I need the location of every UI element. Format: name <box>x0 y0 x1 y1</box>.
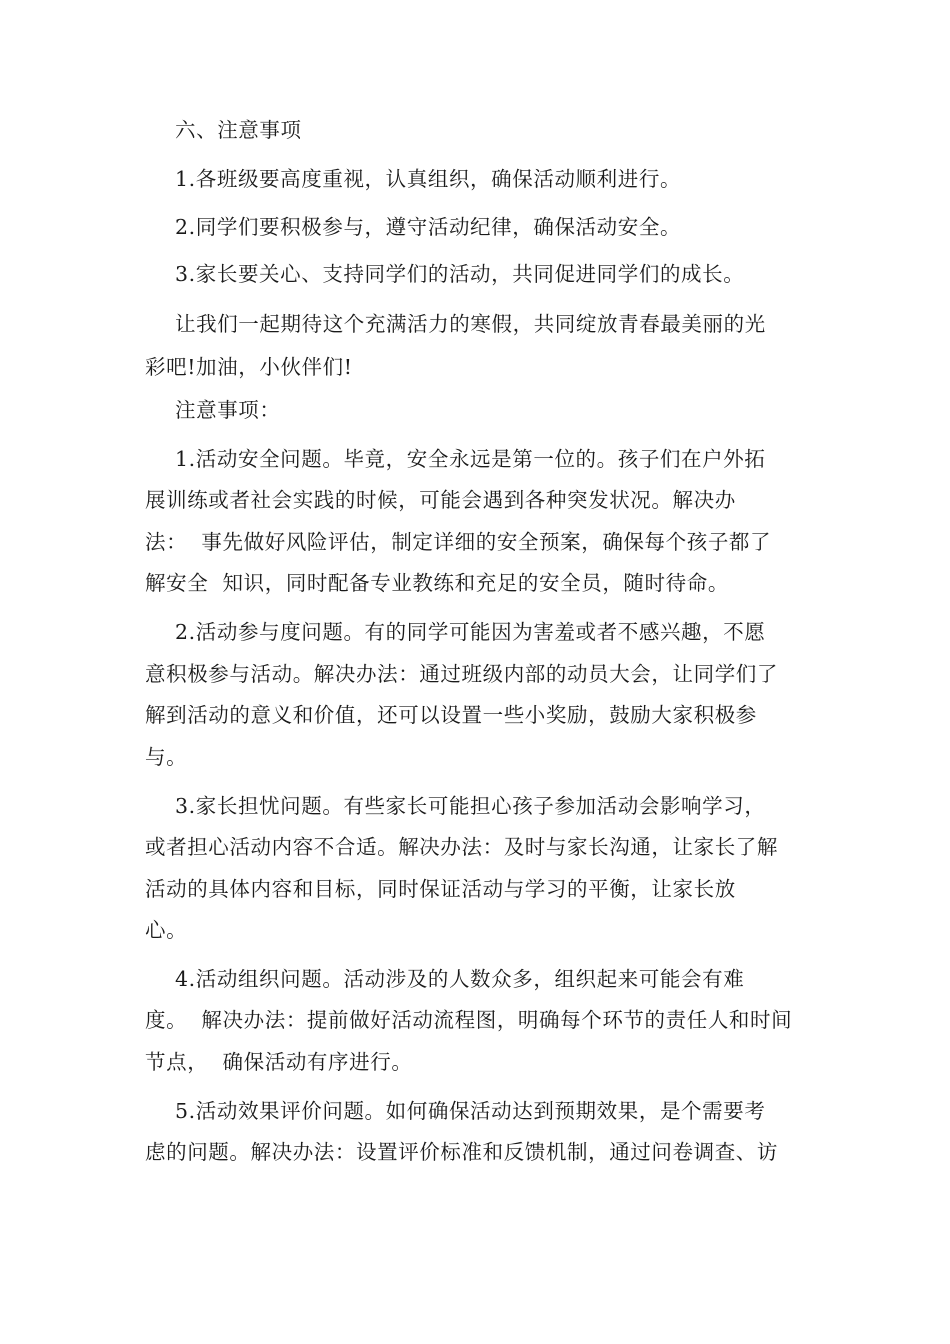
item-2-line-3: 解到活动的意义和价值，还可以设置一些小奖励，鼓励大家积极参 <box>145 703 757 727</box>
item-3-line-3: 活动的具体内容和目标，同时保证活动与学习的平衡，让家长放 <box>145 877 736 901</box>
note-1: 1.各班级要高度重视，认真组织，确保活动顺利进行。 <box>175 167 682 191</box>
item-2-line-4: 与。 <box>145 745 188 769</box>
item-5-line-2: 虑的问题。解决办法：设置评价标准和反馈机制，通过问卷调查、访 <box>145 1140 778 1164</box>
item-1-line-1: 1.活动安全问题。毕竟，安全永远是第一位的。孩子们在户外拓 <box>175 447 766 471</box>
closing-line-2: 彩吧!加油，小伙伴们! <box>145 355 353 379</box>
item-3-line-1: 3.家长担忧问题。有些家长可能担心孩子参加活动会影响学习， <box>175 794 766 818</box>
note-3: 3.家长要关心、支持同学们的活动，共同促进同学们的成长。 <box>175 262 745 286</box>
item-4-line-3: 节点， 确保活动有序进行。 <box>145 1050 413 1074</box>
item-3-line-4: 心。 <box>145 918 188 942</box>
item-1-line-4: 解安全 知识，同时配备专业教练和充足的安全员，随时待命。 <box>145 571 729 595</box>
item-2-line-1: 2.活动参与度问题。有的同学可能因为害羞或者不感兴趣，不愿 <box>175 620 766 644</box>
item-4-line-1: 4.活动组织问题。活动涉及的人数众多，组织起来可能会有难 <box>175 967 745 991</box>
subheading: 注意事项： <box>175 398 281 422</box>
closing-line-1: 让我们一起期待这个充满活力的寒假，共同绽放青春最美丽的光 <box>175 312 766 336</box>
item-4-line-2: 度。 解决办法：提前做好活动流程图，明确每个环节的责任人和时间 <box>145 1008 793 1032</box>
item-1-line-3: 法： 事先做好风险评估，制定详细的安全预案，确保每个孩子都了 <box>145 530 772 554</box>
item-1-line-2: 展训练或者社会实践的时候，可能会遇到各种突发状况。解决办 <box>145 488 736 512</box>
section-title: 六、注意事项 <box>175 118 302 142</box>
item-5-line-1: 5.活动效果评价问题。如何确保活动达到预期效果，是个需要考 <box>175 1099 766 1123</box>
item-3-line-2: 或者担心活动内容不合适。解决办法：及时与家长沟通，让家长了解 <box>145 835 778 859</box>
note-2: 2.同学们要积极参与，遵守活动纪律，确保活动安全。 <box>175 215 682 239</box>
item-2-line-2: 意积极参与活动。解决办法：通过班级内部的动员大会，让同学们了 <box>145 662 778 686</box>
